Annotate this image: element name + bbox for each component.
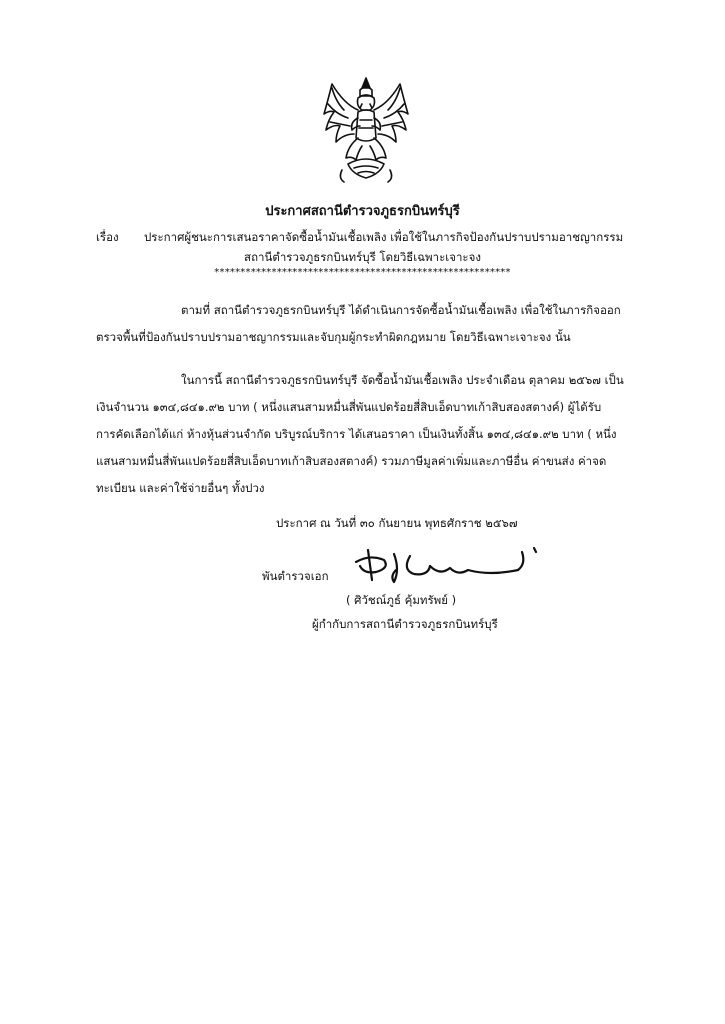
para2-line4: แสนสามหมื่นสี่พันแปดร้อยสี่สิบเอ็ดบาทเก้าสิบสองสตางค์) รวมภาษีมูลค่าเพิ่มและภาษีอื่น ค่าขนส่ง ค่าจด — [96, 454, 607, 468]
para2-line5: ทะเบียน และค่าใช้จ่ายอื่นๆ ทั้งปวง — [96, 481, 265, 495]
officer-name: ( ศิวัชณ์ภูธ์ คุ้มทรัพย์ ) — [346, 593, 457, 607]
para1-line2: ตรวจพื้นที่ป้องกันปราบปรามอาชญากรรมและจับกุมผู้กระทำผิดกฎหมาย โดยวิธีเฉพาะเจาะจง นั้น — [96, 330, 571, 344]
para2-line2: เงินจำนวน ๑๓๔,๘๔๑.๙๒ บาท ( หนึ่งแสนสามหมื่นสี่พันแปดร้อยสี่สิบเอ็ดบาทเก้าสิบสองสตางค์) ผู้ได้รับ — [96, 400, 602, 414]
garuda-emblem — [318, 74, 414, 186]
officer-position: ผู้กำกับการสถานีตำรวจภูธรกบินทร์บุรี — [312, 617, 498, 631]
handwritten-signature — [350, 540, 550, 590]
officer-rank: พันตำรวจเอก — [262, 569, 329, 583]
subject-label: เรื่อง — [96, 230, 119, 244]
para2-line3: การคัดเลือกได้แก่ ห้างหุ้นส่วนจำกัด บริบูรณ์บริการ ได้เสนอราคา เป็นเงินทั้งสิ้น ๑๓๔,๘๔๑.๙๒ บาท ( หนึ่ง — [96, 427, 617, 441]
subject-text-line1: ประกาศผู้ชนะการเสนอราคาจัดซื้อน้ำมันเชื้อเพลิง เพื่อใช้ในภารกิจป้องกันปราบปรามอาชญากรรม — [144, 230, 624, 244]
para1-line1: ตามที่ สถานีตำรวจภูธรกบินทร์บุรี ได้ดำเนินการจัดซื้อน้ำมันเชื้อเพลิง เพื่อใช้ในภารกิจออก — [181, 303, 621, 317]
subject-text-line2: สถานีตำรวจภูธรกบินทร์บุรี โดยวิธีเฉพาะเจาะจง — [244, 250, 481, 264]
para2-line1: ในการนี้ สถานีตำรวจภูธรกบินทร์บุรี จัดซื้อน้ำมันเชื้อเพลิง ประจำเดือน ตุลาคม ๒๕๖๗ เป็น — [181, 373, 624, 387]
announcement-title: ประกาศสถานีตำรวจภูธรกบินทร์บุรี — [265, 204, 460, 219]
announcement-date: ประกาศ ณ วันที่ ๓๐ กันยายน พุทธศักราช ๒๕๖๗ — [276, 516, 518, 530]
separator-line: ********************************************************* — [214, 267, 511, 278]
subject-line — [96, 229, 623, 247]
